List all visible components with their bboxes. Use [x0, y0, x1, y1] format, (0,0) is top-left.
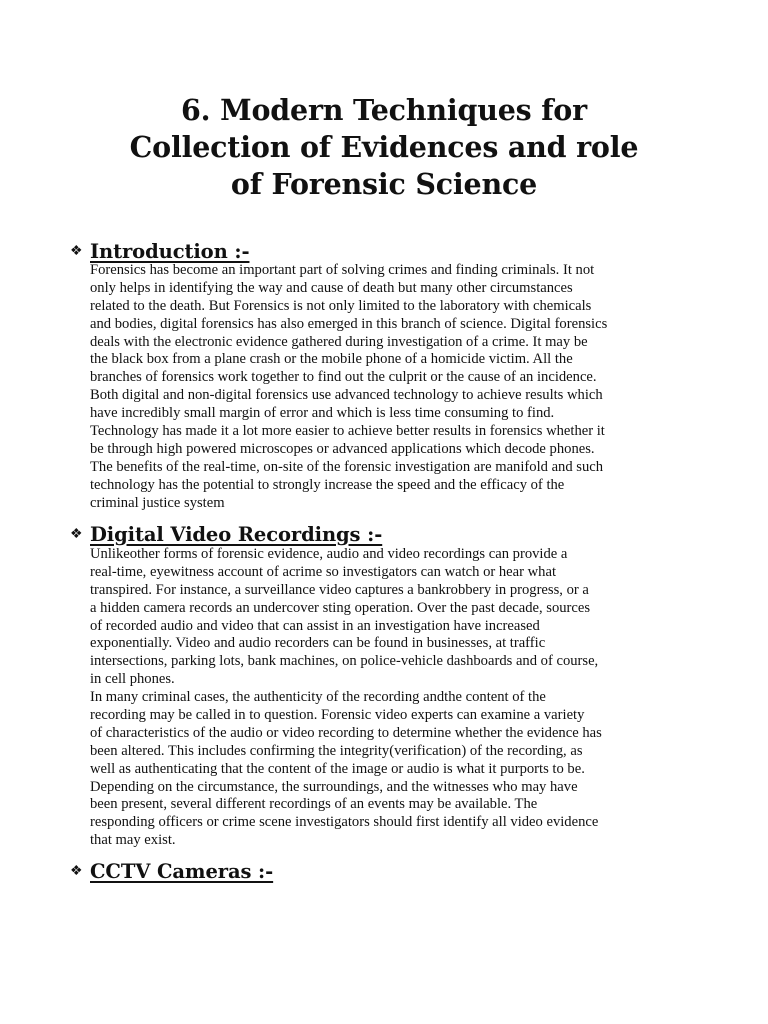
text-line: only helps in identifying the way and cause of death but many other circumstances	[90, 279, 573, 296]
text-line: the black box from a plane crash or the mobile phone of a homicide victim. All the	[90, 351, 573, 368]
section-body-digital-video-recordings	[90, 546, 690, 850]
diamond-bullet-icon: ❖	[70, 244, 83, 259]
section-heading-introduction	[70, 238, 249, 264]
text-line: well as authenticating that the content of the image or audio is what it purports to be.	[90, 760, 585, 777]
text-line: responding officers or crime scene investigators should first identify all video evidence	[90, 814, 599, 831]
diamond-bullet-icon: ❖	[70, 527, 83, 542]
text-line: exponentially. Video and audio recorders can be found in businesses, at traffic	[90, 635, 546, 652]
page-title	[120, 92, 648, 203]
text-line: related to the death. But Forensics is not only limited to the laboratory with chemicals	[90, 297, 592, 314]
title-line: Collection of Evidences and role	[129, 130, 639, 164]
text-line: In many criminal cases, the authenticity of the recording andthe content of the	[90, 689, 546, 706]
text-line: been altered. This includes confirming the integrity(verification) of the recording, as	[90, 742, 583, 759]
text-line: recording may be called in to question. Forensic video experts can examine a variety	[90, 707, 585, 724]
text-line: Unlikeother forms of forensic evidence, audio and video recordings can provide a	[90, 546, 568, 562]
title-line: of Forensic Science	[230, 167, 538, 201]
text-line: real-time, eyewitness account of acrime so investigators can watch or hear what	[90, 563, 557, 580]
section-heading-text: Digital Video Recordings :-	[90, 522, 383, 546]
text-line: technology has the potential to strongly increase the speed and the efficacy of the	[90, 476, 565, 493]
text-line: branches of forensics work together to find out the culprit or the cause of an incidence.	[90, 369, 597, 386]
text-line: be through high powered microscopes or advanced applications which decode phones.	[90, 440, 595, 457]
section-heading-text: CCTV Cameras :-	[90, 859, 274, 883]
title-line: 6. Modern Techniques for	[181, 93, 587, 127]
section-heading-text: Introduction :-	[90, 239, 250, 263]
section-body-introduction	[90, 262, 690, 512]
text-line: Both digital and non-digital forensics use advanced technology to achieve results which	[90, 387, 603, 404]
section-heading-digital-video-recordings	[70, 521, 382, 547]
text-line: have incredibly small margin of error and which is less time consuming to find.	[90, 405, 555, 422]
text-line: intersections, parking lots, bank machines, on police-vehicle dashboards and of course,	[90, 653, 599, 670]
text-line: The benefits of the real-time, on-site of the forensic investigation are manifold and such	[90, 458, 604, 475]
text-line: of characteristics of the audio or video recording to determine whether the evidence has	[90, 724, 602, 741]
text-line: Forensics has become an important part of solving crimes and finding criminals. It not	[90, 262, 595, 278]
text-line: been present, several different recordings of an events may be available. The	[90, 796, 538, 813]
text-line: deals with the electronic evidence gathered during investigation of a crime. It may be	[90, 333, 588, 350]
text-line: in cell phones.	[90, 671, 175, 688]
text-line: Technology has made it a lot more easier to achieve better results in forensics whether it	[90, 423, 605, 440]
text-line: Depending on the circumstance, the surroundings, and the witnesses who may have	[90, 778, 578, 795]
text-line: that may exist.	[90, 832, 176, 849]
text-line: criminal justice system	[90, 494, 225, 511]
text-line: of recorded audio and video that can assist in an investigation have increased	[90, 617, 540, 634]
text-line: a hidden camera records an undercover sting operation. Over the past decade, sources	[90, 599, 591, 616]
text-line: transpired. For instance, a surveillance video captures a bankrobbery in progress, or a	[90, 581, 589, 598]
section-heading-cctv-cameras	[70, 858, 273, 884]
text-line: and bodies, digital forensics has also emerged in this branch of science. Digital forensics	[90, 315, 608, 332]
diamond-bullet-icon: ❖	[70, 864, 83, 879]
